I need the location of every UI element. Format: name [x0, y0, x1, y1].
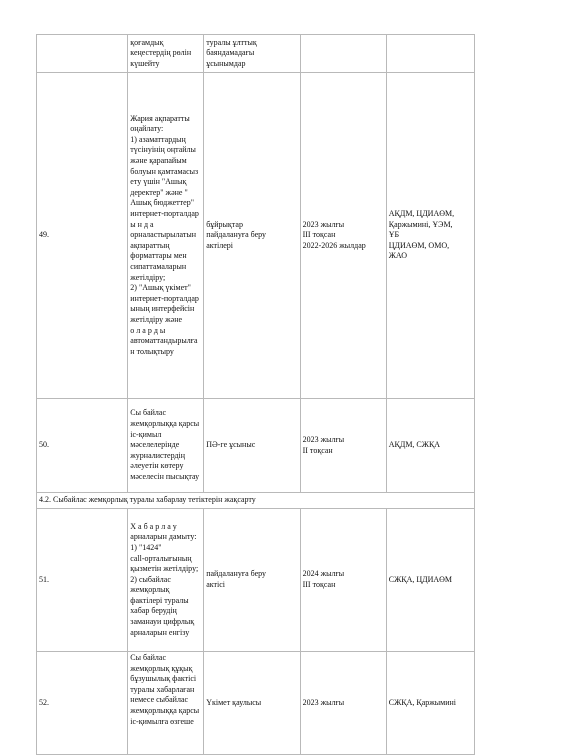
deadline-line: III тоқсан [302, 230, 336, 240]
row-number: 51. [37, 509, 128, 652]
measure-cell [128, 509, 204, 652]
measure-line: интернет-порталдар [130, 209, 199, 219]
completion-form-line: ұсынымдар [206, 58, 246, 68]
measure-line: 2) "Ашық үкімет" [130, 283, 191, 293]
measure-line: түсінуінің оңтайлы [130, 145, 196, 155]
executors-line: ЦДИАӨМ, ОМО, [388, 240, 450, 250]
completion-form-cell [204, 399, 300, 493]
measure-line: кеңестердің рөлін [130, 48, 192, 58]
deadline-line: III тоқсан [302, 580, 336, 589]
table-row [37, 652, 475, 755]
document-page [36, 34, 475, 755]
measure-line: жемқорлық [130, 585, 170, 595]
measure-line: журналистердің [130, 450, 186, 460]
executors-cell [386, 73, 474, 399]
section-title: 4.2. Сыбайлас жемқорлық туралы хабарлау тетіктерін жақсарту [37, 493, 475, 509]
completion-form-line: бұйрықтар [206, 219, 243, 229]
measure-line: іс-қимыл [130, 429, 162, 439]
measure-line: әлеуетін көтеру [130, 461, 184, 471]
measure-line: жетілдіру және [130, 314, 183, 324]
measure-line: мәселелерінде [130, 440, 180, 450]
deadline-line: II тоқсан [302, 445, 333, 455]
measure-line: мәселесін пысықтау [130, 471, 200, 481]
measure-line: 2) сыбайлас [130, 574, 171, 584]
measure-line: автоматтандырылға [130, 336, 198, 346]
measure-line: немесе сыбайлас [130, 695, 189, 705]
deadline-line: 2023 жылғы [302, 697, 345, 707]
executors-line: АҚДМ, ЦДИАӨМ, [388, 209, 455, 219]
deadline-cell [300, 73, 386, 399]
completion-form-line: Үкімет қаулысы [206, 697, 262, 707]
executors-cell [386, 652, 474, 755]
measure-line: жемқорлық құқық [130, 663, 193, 673]
table-row [37, 509, 475, 652]
measure-line: ақпараттың [130, 240, 170, 250]
table-body-section [37, 509, 475, 755]
measure-line: 1) "1424" [130, 542, 162, 552]
completion-form-line: актісі [206, 580, 226, 589]
deadline-line: 2023 жылғы [302, 219, 345, 229]
deadline-cell [300, 399, 386, 493]
measure-line: ы н д а [130, 219, 154, 229]
measure-line: call-орталығының [130, 553, 192, 563]
table-row [37, 73, 475, 399]
deadline-line: 2023 жылғы [302, 434, 345, 444]
measure-line: Х а б а р л а у [130, 521, 177, 531]
completion-form-cell [204, 35, 300, 73]
executors-line: СЖҚА, ЦДИАӨМ [388, 574, 453, 584]
measure-line: ының интерфейсін [130, 304, 195, 314]
measure-line: н толықтыру [130, 346, 174, 356]
executors-line: ҰБ [388, 230, 400, 240]
measure-line: қызметін жетілдіру; [130, 564, 199, 574]
measure-line: күшейту [130, 58, 160, 68]
measure-line: орналастырылатын [130, 230, 197, 240]
measure-line: фактілері туралы [130, 595, 189, 605]
completion-form-line: пайдалануға беру [206, 230, 267, 240]
measure-cell [128, 35, 204, 73]
measure-line: ету үшін "Ашық [130, 177, 187, 187]
measure-line: Жария ақпаратты [130, 113, 190, 123]
measure-cell [128, 652, 204, 755]
measure-line: Сы байлас [130, 653, 166, 662]
action-plan-table [36, 34, 475, 755]
deadline-cell [300, 652, 386, 755]
measure-line: туралы хабарлаған [130, 684, 195, 694]
measure-line: 1) азаматтардың [130, 134, 186, 144]
row-number: 49. [37, 73, 128, 399]
measure-line: арналарын дамыту: [130, 532, 197, 542]
table-section-row-group [37, 493, 475, 509]
measure-line: хабар берудің [130, 606, 177, 616]
deadline-line: 2024 жылғы [302, 569, 345, 579]
executors-line: Қаржымині, ҰЭМ, [388, 219, 453, 229]
measure-line: форматтары мен [130, 251, 187, 261]
measure-line: болуын қамтамасыз [130, 166, 199, 176]
measure-line: арналарын енгізу [130, 627, 190, 637]
table-body-main [37, 35, 475, 493]
executors-line: АҚДМ, СЖҚА [388, 440, 441, 450]
measure-line: жетілдіру; [130, 272, 166, 282]
executors-cell [386, 399, 474, 493]
deadline-line: 2022-2026 жылдар [302, 240, 366, 250]
executors-cell [386, 509, 474, 652]
measure-line: Ашық бюджеттер" [130, 198, 194, 208]
measure-cell [128, 399, 204, 493]
completion-form-cell [204, 509, 300, 652]
completion-form-line: баяндамадағы [206, 48, 255, 58]
measure-line: бұзушылық фактісі [130, 674, 197, 684]
measure-line: интернет-порталдар [130, 293, 199, 303]
table-row [37, 35, 475, 73]
measure-line: жемқорлыққа қарсы [130, 705, 200, 715]
measure-line: жемқорлыққа қарсы [130, 419, 200, 429]
row-number: 52. [37, 652, 128, 755]
executors-line: СЖҚА, Қаржымині [388, 697, 457, 707]
completion-form-cell [204, 652, 300, 755]
completion-form-line: туралы ұлттық [206, 37, 257, 47]
deadline-cell [300, 35, 386, 73]
measure-line: және қарапайым [130, 156, 187, 166]
measure-line: оңайлату: [130, 124, 164, 134]
completion-form-cell [204, 73, 300, 399]
measure-line: деректер" және " [130, 187, 188, 197]
executors-line: ЖАО [388, 251, 408, 261]
row-number [37, 35, 128, 73]
table-row [37, 399, 475, 493]
row-number: 50. [37, 399, 128, 493]
measure-line: заманауи цифрлық [130, 617, 195, 627]
completion-form-line: ПӘ-ге ұсыныс [206, 440, 256, 450]
deadline-cell [300, 509, 386, 652]
measure-line: Сы байлас [130, 408, 166, 418]
measure-line: сипаттамаларын [130, 261, 187, 271]
completion-form-line: пайдалануға беру [206, 569, 267, 579]
completion-form-line: актілері [206, 240, 234, 250]
measure-line: о л а р д ы [130, 325, 166, 335]
executors-cell [386, 35, 474, 73]
section-row [37, 493, 475, 509]
measure-cell [128, 73, 204, 399]
measure-line: қоғамдық [130, 37, 164, 47]
measure-line: іс-қимылға өзгеше [130, 716, 194, 726]
